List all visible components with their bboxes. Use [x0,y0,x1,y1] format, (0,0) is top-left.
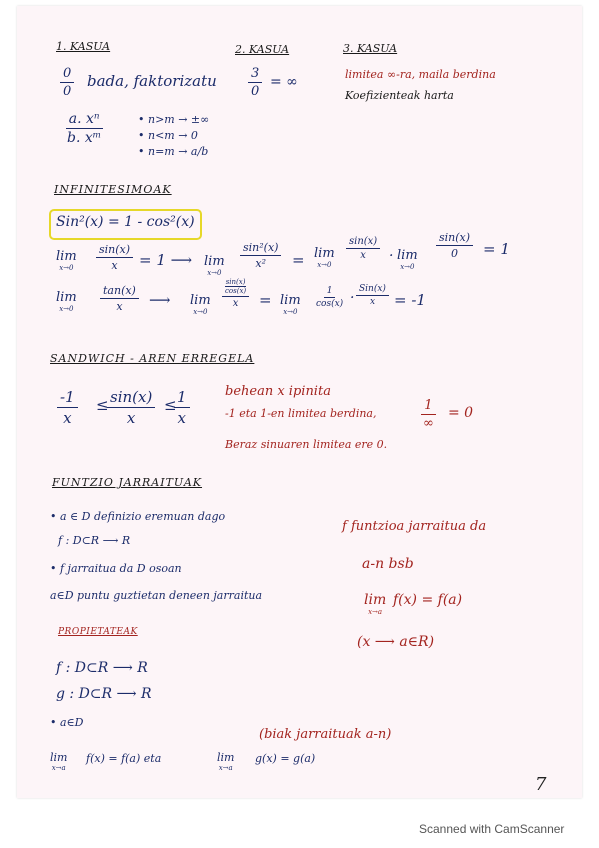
row1-frac-3: $\frac{\sin(x)}{x}$ [346,236,380,261]
row1-lim-4: lim x→0 [397,248,418,271]
infinitesimals-heading: INFINITESIMOAK [54,183,172,196]
property-lim-2: lim x→a [217,751,235,772]
scanner-footer: Scanned with CamScanner [419,822,565,836]
continuous-line-2: f : D⊂R ⟶ R [58,534,131,547]
row2-lim-2: lim x→0 [190,293,211,316]
row1-frac-2: $\frac{\text{sin²(x)}}{\text{x²}}$ [240,241,281,270]
row2-eq-1: = [259,291,272,309]
row1-eq-3: = 1 [483,240,510,258]
property-mid: f(x) = f(a) eta [86,752,162,765]
row2-frac-1: $\frac{\tan(x)}{x}$ [100,284,139,313]
case2-heading: 2. KASUA [235,43,290,56]
row2-frac-2: sin(x) cos(x) x [222,278,249,309]
case1-rule-3: • n=m → a/b [138,145,209,158]
case1-rule-fraction: $\frac{\text{a. xⁿ}}{\text{b. xᵐ}}$ [67,111,102,146]
row1-lim-3: lim x→0 [314,246,335,269]
property-f: f : D⊂R ⟶ R [56,660,148,676]
page-number: 7 [535,774,547,795]
continuous-right-3: f(x) = f(a) [393,592,463,608]
case1-rule-1: • n>m → ±∞ [138,113,210,126]
case3-line1: limitea ∞-ra, maila berdina [345,68,496,81]
property-g: g : D⊂R ⟶ R [56,686,152,702]
row2-eq-2: = -1 [394,291,426,309]
row1-lim-2: lim x→0 [204,254,225,277]
continuous-heading: FUNTZIO JARRAITUAK [52,476,203,489]
continuous-line-3: • f jarraitua da D osoan [50,562,182,575]
row2-dot: · [350,290,355,306]
sandwich-limit-frac: 1 ∞ [423,398,434,431]
sandwich-le-2: ≤ [164,396,177,414]
sandwich-le-1: ≤ [96,396,109,414]
case3-line2: Koefizienteak harta [345,89,454,102]
trig-identity: Sin²(x) = 1 - cos²(x) [56,214,195,230]
row1-eq-1: = 1 ⟶ [139,251,193,269]
continuous-right-2: a-n bsb [362,556,414,572]
row2-frac-4: Sin(x) x [356,284,389,307]
continuous-right-lim: lim x→a [364,592,387,616]
property-lim-1: lim x→a [50,751,68,772]
continuous-right-4: (x ⟶ a∈R) [357,634,435,650]
sandwich-line-1: behean x ipinita [225,384,331,399]
case1-text: bada, faktorizatu [87,72,217,90]
sandwich-frac-2: $\frac{\sin(x)}{x}$ [107,388,155,427]
sandwich-heading: SANDWICH - AREN ERREGELA [50,352,255,365]
continuous-line-1: • a ∈ D definizio eremuan dago [50,510,226,523]
case2-fraction: $\frac{3}{0}$ [248,66,262,99]
row1-dot: · [389,248,394,264]
row2-lim-1: lim x→0 [56,290,77,313]
row2-arrow: ⟶ [149,291,171,309]
case1-heading: 1. KASUA [56,40,111,53]
case2-result: = ∞ [270,74,298,90]
continuous-line-4: a∈D puntu guztietan deneen jarraitua [50,589,263,602]
sandwich-line-2: -1 eta 1-en limitea berdina, [225,407,377,420]
row1-frac-4: $\frac{\sin(x)}{0}$ [436,231,473,260]
row1-eq-2: = [292,251,305,269]
sandwich-line-3: Beraz sinuaren limitea ere 0. [225,438,388,451]
sandwich-frac-3: $\frac{1}{x}$ [174,388,190,427]
row1-frac-1: $\frac{\sin(x)}{x}$ [96,243,133,272]
row1-lim-1: lim x→0 [56,249,77,272]
case1-rule-2: • n<m → 0 [138,129,198,142]
property-note: (biak jarraituak a-n) [259,727,392,742]
property-a: • a∈D [50,716,84,729]
row2-frac-3: $\frac{1}{\cos(x)}$ [316,286,344,309]
case3-heading: 3. KASUA [343,42,398,55]
sandwich-frac-1: $\frac{-1}{x}$ [57,388,78,427]
property-end: g(x) = g(a) [255,752,316,765]
continuous-right-1: f funtzioa jarraitua da [342,519,487,534]
properties-heading: PROPIETATEAK [58,627,138,637]
row2-lim-3: lim x→0 [280,293,301,316]
case1-fraction: $\frac{0}{0}$ [60,66,74,99]
sandwich-limit-eq: = 0 [448,405,474,421]
